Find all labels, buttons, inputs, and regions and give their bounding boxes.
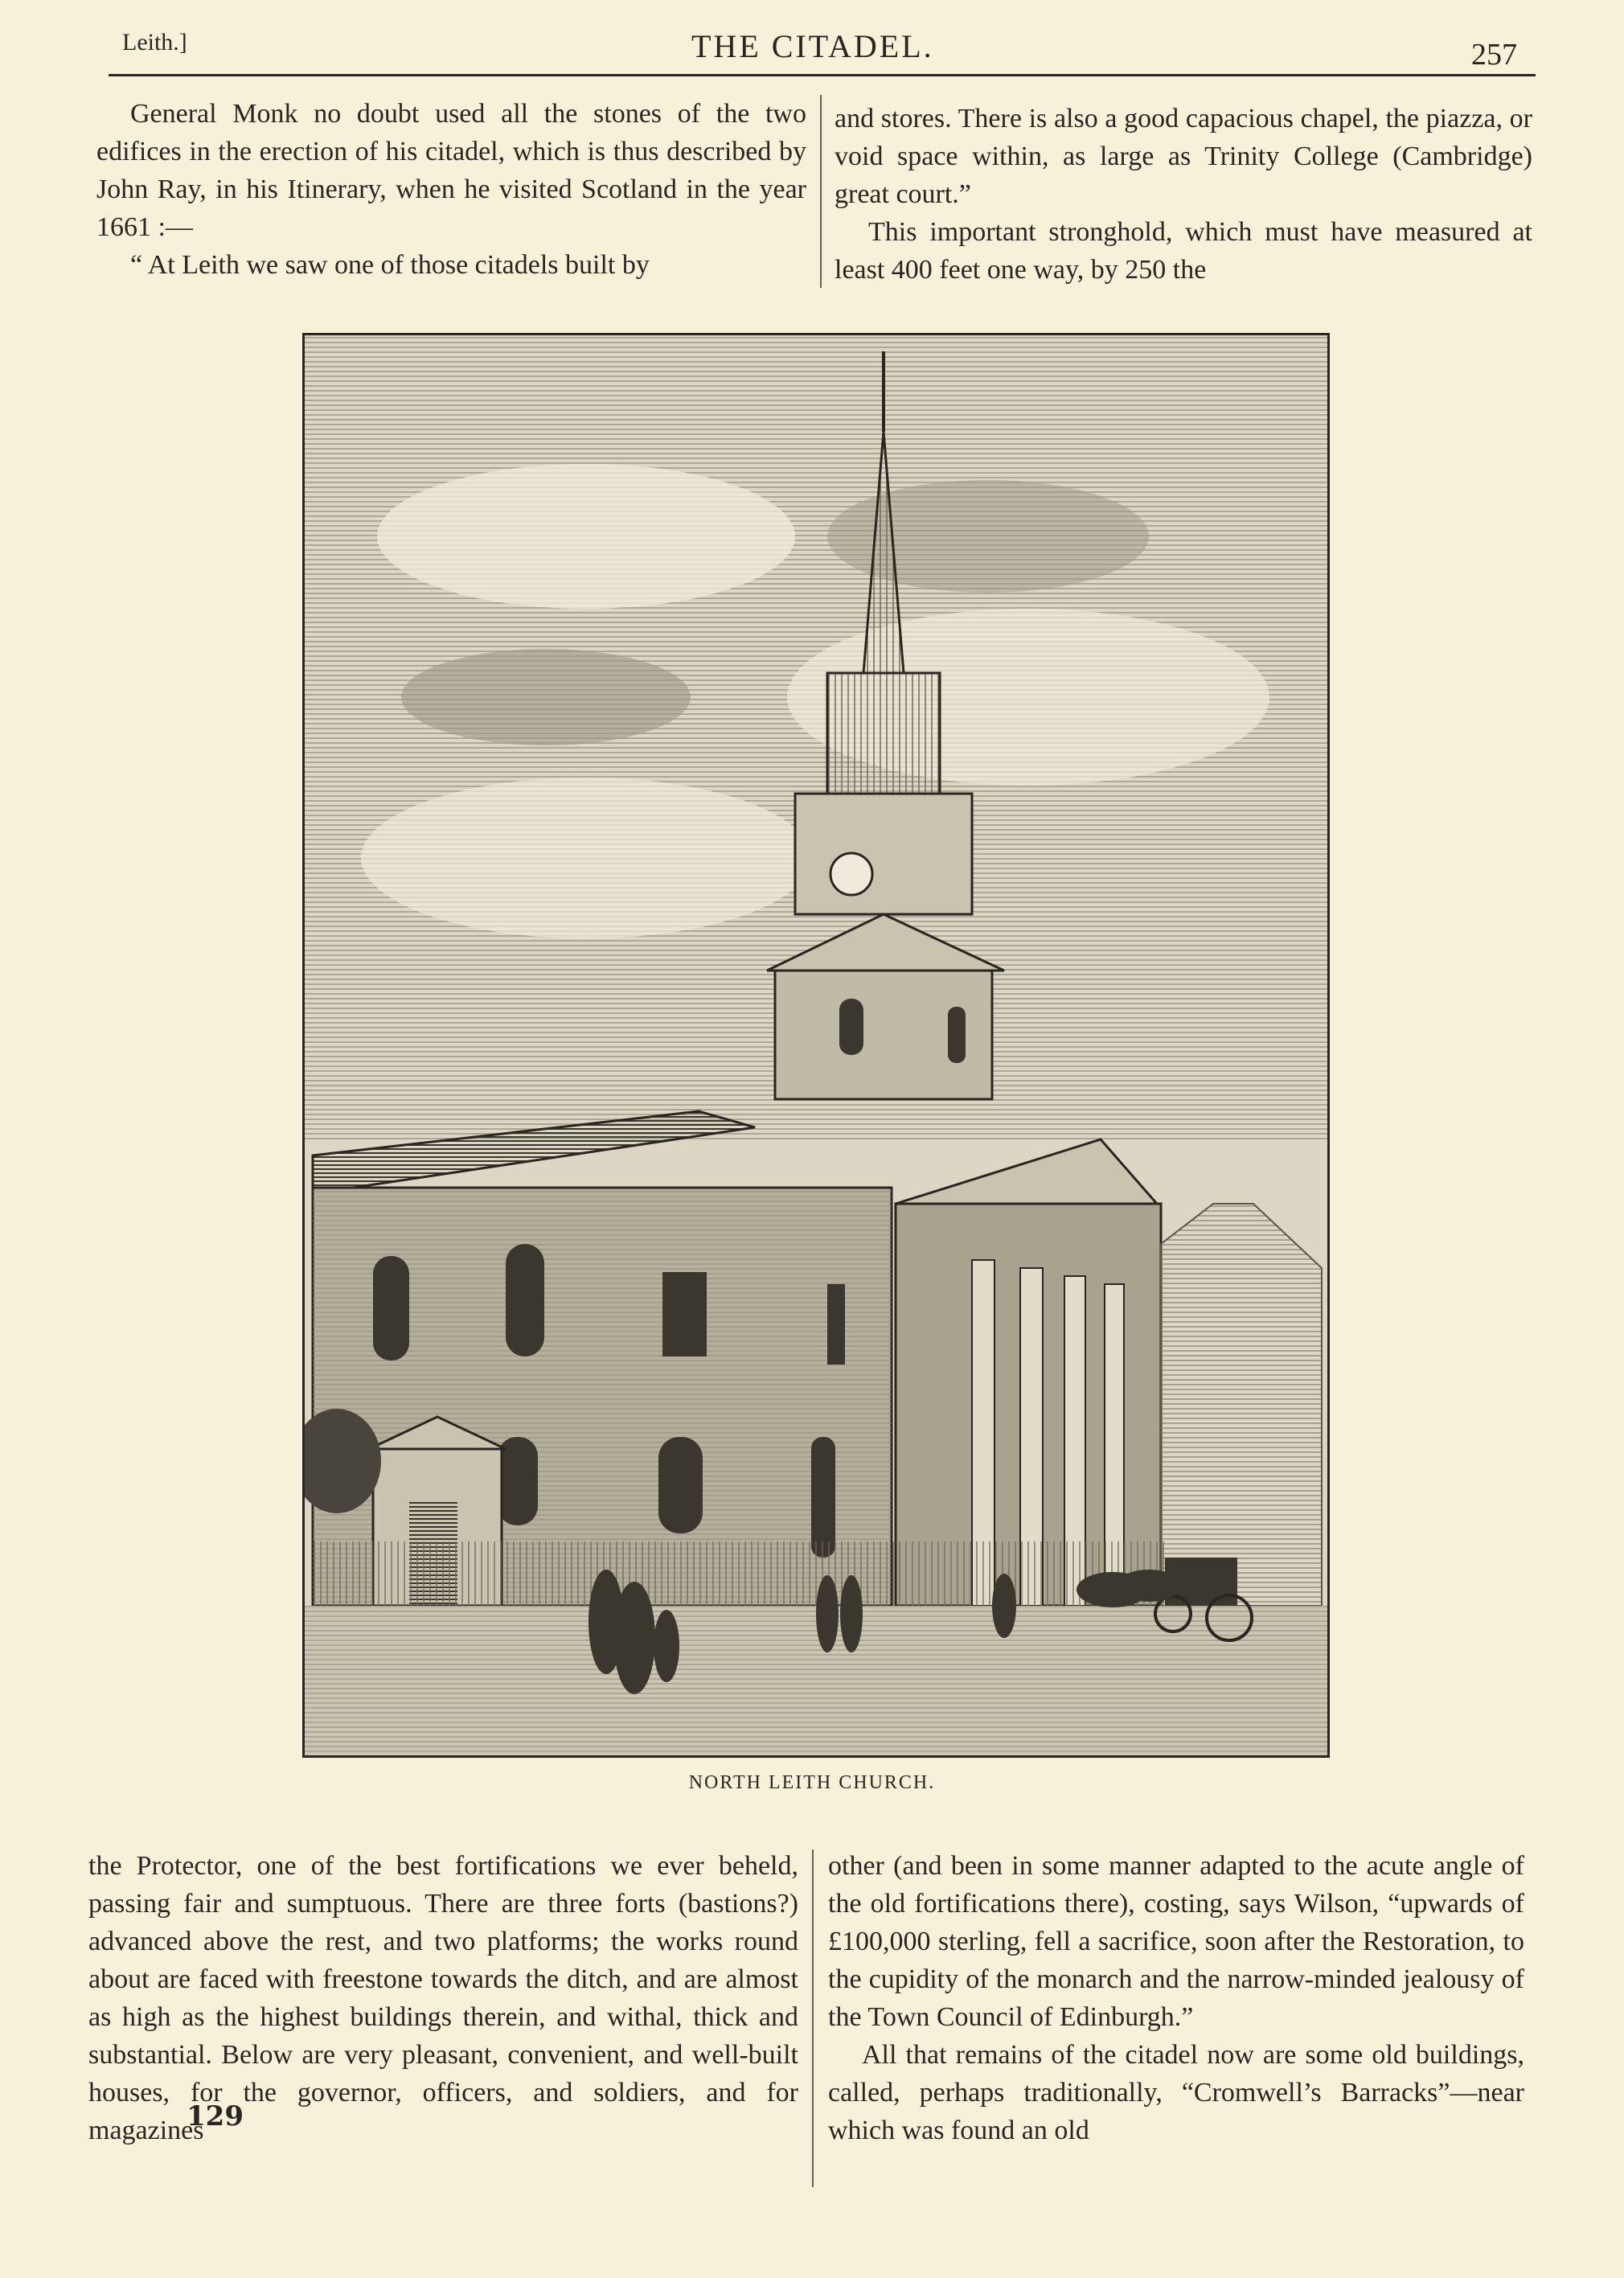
footer-signature-mark: 129	[187, 2100, 244, 2132]
illustration-north-leith-church	[302, 333, 1330, 1758]
top-column-divider	[820, 95, 822, 288]
top-left-column	[96, 95, 806, 284]
header-rule	[109, 74, 1536, 76]
paragraph: and stores. There is also a good capacious chapel, the piazza, or void space within, as large as Trinity College (Cambridge) great court.”	[835, 104, 1532, 209]
paragraph: the Protector, one of the best fortifications we ever beheld, passing fair and sumptuous. There are three forts (bastions?) advanced above the rest, and two platforms; the works round about are faced with freestone towards the ditch, and are almost as high as the highest buildings therein, and withal, thick and substantial. Below are very pleasant, convenient, and well-built houses, for the governor, officers, and soldiers, and for magazines	[88, 1851, 798, 2145]
bottom-right-column	[828, 1847, 1524, 2149]
paragraph: This important stronghold, which must have measured at least 400 feet one way, by 250 the	[835, 217, 1532, 285]
header-title: THE CITADEL.	[691, 28, 934, 64]
illustration-caption: NORTH LEITH CHURCH.	[688, 1772, 936, 1793]
paragraph: other (and been in some manner adapted to the acute angle of the old fortifications there), costing, says Wilson, “upwards of £100,000 sterling, fell a sacrifice, soon after the Restoration, to the cupidity of the monarch and the narrow-minded jealousy of the Town Council of Edinburgh.”	[828, 1851, 1524, 2032]
paragraph: General Monk no doubt used all the stones of the two edifices in the erection of his citadel, which is thus described by John Ray, in his Itinerary, when he visited Scotland in the year 1661 :—	[96, 99, 806, 242]
church-engraving	[305, 335, 1327, 1755]
header-page-number: 257	[1471, 38, 1517, 72]
top-right-column	[835, 100, 1532, 289]
header-running-title-left: Leith.]	[122, 29, 187, 55]
paragraph: All that remains of the citadel now are some old buildings, called, perhaps traditionally, “Cromwell’s Barracks”—near which was found an old	[828, 2040, 1524, 2145]
paragraph: “ At Leith we saw one of those citadels built by	[130, 250, 650, 280]
bottom-column-divider	[812, 1849, 814, 2187]
